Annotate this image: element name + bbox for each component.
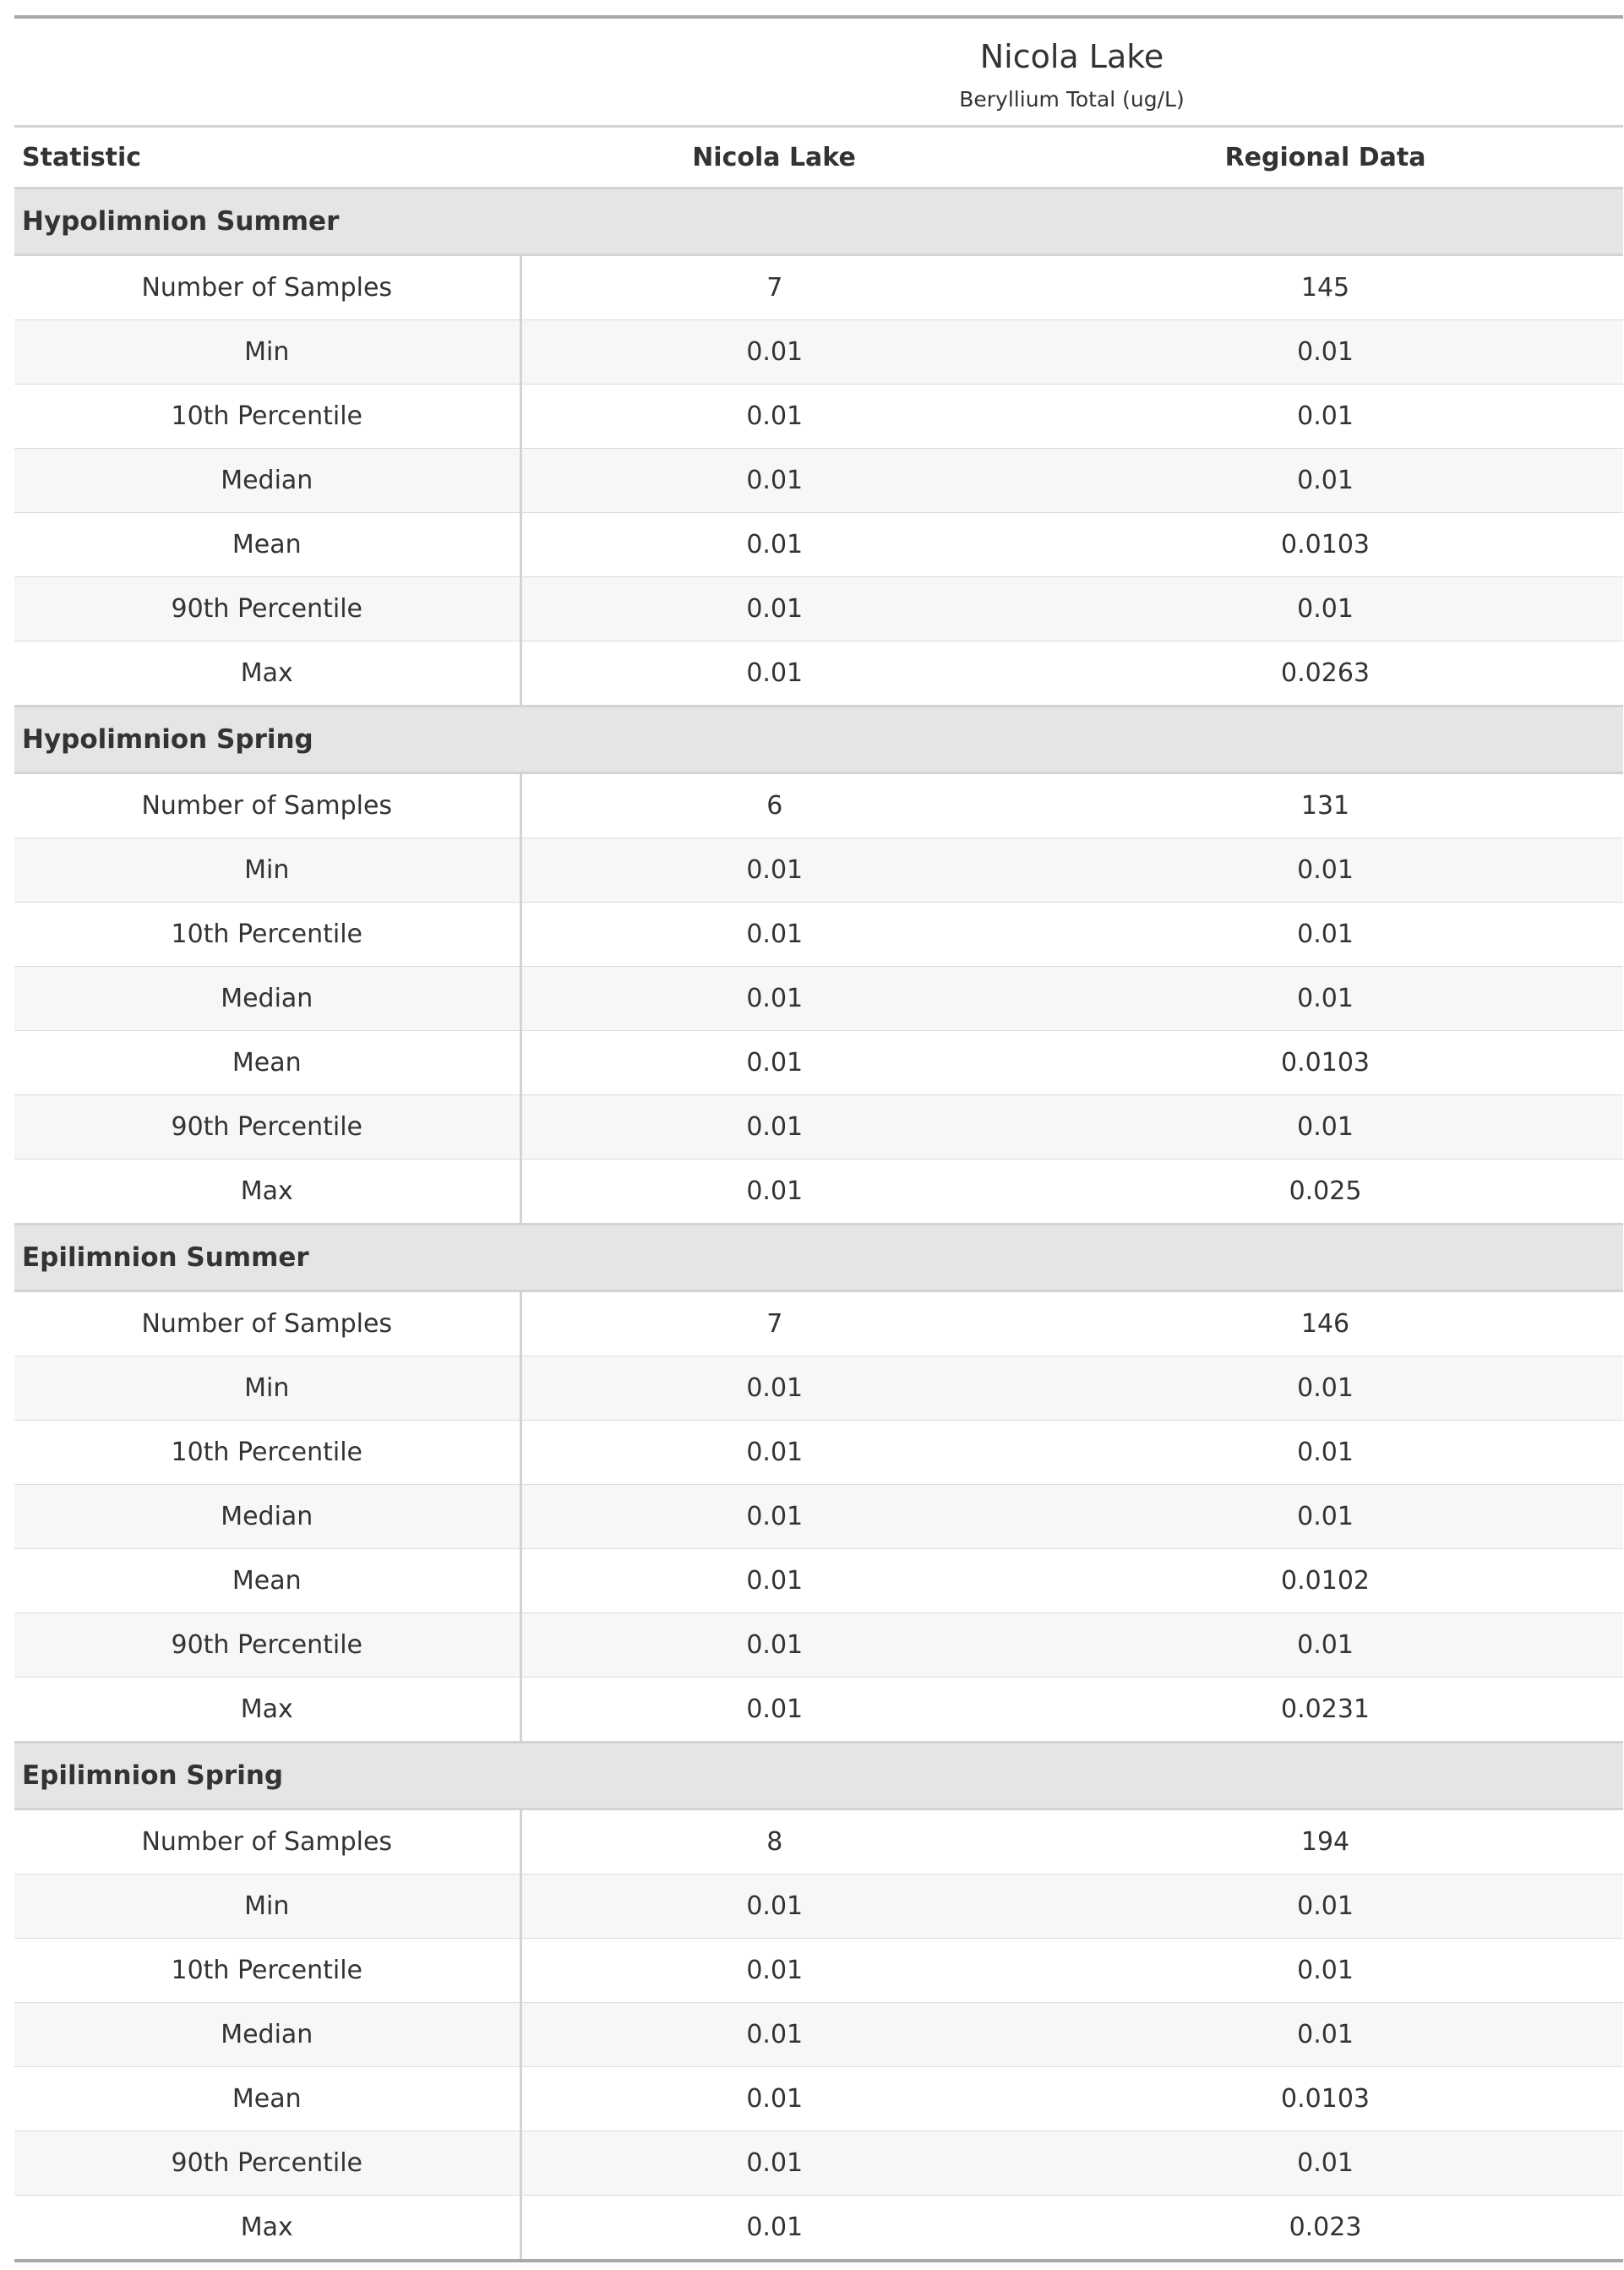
- table-row: [14, 1160, 1623, 1225]
- regional-value-cell: 0.01: [1027, 967, 1623, 1031]
- lake-value-cell: 0.01: [520, 1678, 1027, 1743]
- group-epilimnion-spring: [14, 1743, 1623, 2262]
- table-row: [14, 1874, 1623, 1939]
- table-row: [14, 513, 1623, 577]
- lake-value-cell: 0.01: [520, 1160, 1027, 1225]
- statistic-cell: Max: [14, 2196, 520, 2262]
- group-epilimnion-summer: [14, 1225, 1623, 1743]
- statistic-cell: 90th Percentile: [14, 2131, 520, 2196]
- statistic-cell: Max: [14, 1678, 520, 1743]
- lake-value-cell: 0.01: [520, 577, 1027, 641]
- table-row: [14, 2131, 1623, 2196]
- regional-value-cell: 145: [1027, 255, 1623, 320]
- lake-value-cell: 0.01: [520, 1095, 1027, 1160]
- table-header: [14, 17, 1623, 188]
- table-row: [14, 1613, 1623, 1678]
- table-row: [14, 320, 1623, 385]
- statistic-cell: 10th Percentile: [14, 1421, 520, 1485]
- column-header-row: [14, 127, 1623, 188]
- statistic-cell: Median: [14, 967, 520, 1031]
- lake-value-cell: 0.01: [520, 1356, 1027, 1421]
- regional-value-cell: 0.01: [1027, 1874, 1623, 1939]
- lake-value-cell: 0.01: [520, 2003, 1027, 2067]
- statistic-cell: 10th Percentile: [14, 903, 520, 967]
- table-row: [14, 449, 1623, 513]
- lake-value-cell: 6: [520, 773, 1027, 838]
- statistic-cell: Mean: [14, 1549, 520, 1613]
- regional-value-cell: 0.0263: [1027, 641, 1623, 707]
- statistic-cell: Mean: [14, 2067, 520, 2131]
- regional-value-cell: 0.01: [1027, 385, 1623, 449]
- statistic-cell: 10th Percentile: [14, 1939, 520, 2003]
- regional-value-cell: 194: [1027, 1809, 1623, 1874]
- regional-value-cell: 0.01: [1027, 320, 1623, 385]
- statistic-cell: Number of Samples: [14, 1809, 520, 1874]
- group-label: Epilimnion Spring: [14, 1743, 1623, 1809]
- regional-value-cell: 0.0103: [1027, 2067, 1623, 2131]
- lake-value-cell: 0.01: [520, 1874, 1027, 1939]
- group-header-row: [14, 707, 1623, 773]
- table-row: [14, 255, 1623, 320]
- regional-value-cell: 0.025: [1027, 1160, 1623, 1225]
- regional-value-cell: 0.0231: [1027, 1678, 1623, 1743]
- statistics-table: [14, 15, 1623, 2262]
- regional-value-cell: 0.01: [1027, 449, 1623, 513]
- statistic-cell: Mean: [14, 1031, 520, 1095]
- regional-value-cell: 0.01: [1027, 1095, 1623, 1160]
- lake-value-cell: 7: [520, 255, 1027, 320]
- regional-value-cell: 0.01: [1027, 838, 1623, 903]
- statistic-cell: 90th Percentile: [14, 577, 520, 641]
- statistic-cell: Mean: [14, 513, 520, 577]
- table-row: [14, 641, 1623, 707]
- lake-value-cell: 0.01: [520, 1939, 1027, 2003]
- lake-value-cell: 0.01: [520, 641, 1027, 707]
- table-row: [14, 1809, 1623, 1874]
- statistic-cell: Number of Samples: [14, 255, 520, 320]
- regional-value-cell: 0.01: [1027, 1939, 1623, 2003]
- lake-value-cell: 0.01: [520, 838, 1027, 903]
- regional-value-cell: 0.01: [1027, 1613, 1623, 1678]
- table-title: Nicola Lake: [979, 38, 1164, 75]
- statistic-cell: Median: [14, 2003, 520, 2067]
- lake-value-cell: 0.01: [520, 2067, 1027, 2131]
- group-header-row: [14, 188, 1623, 255]
- lake-value-cell: 0.01: [520, 2131, 1027, 2196]
- table-row: [14, 1095, 1623, 1160]
- statistic-cell: Median: [14, 1485, 520, 1549]
- regional-value-cell: 0.01: [1027, 1485, 1623, 1549]
- statistic-cell: Min: [14, 1874, 520, 1939]
- lake-value-cell: 0.01: [520, 1421, 1027, 1485]
- table-row: [14, 1291, 1623, 1356]
- group-header-row: [14, 1225, 1623, 1291]
- statistic-cell: Number of Samples: [14, 773, 520, 838]
- column-header-regional: Regional Data: [1027, 127, 1623, 188]
- table-row: [14, 773, 1623, 838]
- table-row: [14, 838, 1623, 903]
- lake-value-cell: 0.01: [520, 903, 1027, 967]
- table-row: [14, 2067, 1623, 2131]
- regional-value-cell: 0.01: [1027, 2003, 1623, 2067]
- lake-value-cell: 0.01: [520, 1549, 1027, 1613]
- group-label: Hypolimnion Spring: [14, 707, 1623, 773]
- regional-value-cell: 0.01: [1027, 2131, 1623, 2196]
- column-header-statistic: Statistic: [14, 127, 520, 188]
- column-header-lake: Nicola Lake: [520, 127, 1027, 188]
- table-row: [14, 2196, 1623, 2262]
- table-row: [14, 1421, 1623, 1485]
- table-subtitle: Beryllium Total (ug/L): [959, 86, 1185, 112]
- regional-value-cell: 0.0103: [1027, 1031, 1623, 1095]
- table-row: [14, 903, 1623, 967]
- regional-value-cell: 0.0102: [1027, 1549, 1623, 1613]
- group-hypolimnion-spring: [14, 707, 1623, 1225]
- statistic-cell: Number of Samples: [14, 1291, 520, 1356]
- statistic-cell: Min: [14, 838, 520, 903]
- statistic-cell: Min: [14, 1356, 520, 1421]
- lake-value-cell: 0.01: [520, 513, 1027, 577]
- regional-value-cell: 0.0103: [1027, 513, 1623, 577]
- lake-value-cell: 7: [520, 1291, 1027, 1356]
- lake-value-cell: 0.01: [520, 449, 1027, 513]
- lake-value-cell: 0.01: [520, 385, 1027, 449]
- lake-value-cell: 0.01: [520, 320, 1027, 385]
- regional-value-cell: 0.01: [1027, 1356, 1623, 1421]
- statistic-cell: Max: [14, 641, 520, 707]
- statistic-cell: 90th Percentile: [14, 1095, 520, 1160]
- lake-value-cell: 8: [520, 1809, 1027, 1874]
- statistic-cell: Min: [14, 320, 520, 385]
- group-label: Hypolimnion Summer: [14, 188, 1623, 255]
- table-row: [14, 1031, 1623, 1095]
- group-hypolimnion-summer: [14, 188, 1623, 707]
- regional-value-cell: 0.01: [1027, 1421, 1623, 1485]
- statistic-cell: Max: [14, 1160, 520, 1225]
- table-row: [14, 1485, 1623, 1549]
- lake-value-cell: 0.01: [520, 2196, 1027, 2262]
- statistic-cell: 10th Percentile: [14, 385, 520, 449]
- table-row: [14, 2003, 1623, 2067]
- statistic-cell: 90th Percentile: [14, 1613, 520, 1678]
- table-row: [14, 577, 1623, 641]
- lake-value-cell: 0.01: [520, 1485, 1027, 1549]
- lake-value-cell: 0.01: [520, 1613, 1027, 1678]
- lake-value-cell: 0.01: [520, 967, 1027, 1031]
- statistic-cell: Median: [14, 449, 520, 513]
- lake-value-cell: 0.01: [520, 1031, 1027, 1095]
- table-row: [14, 967, 1623, 1031]
- statistics-table-container: [14, 15, 1623, 2262]
- regional-value-cell: 0.023: [1027, 2196, 1623, 2262]
- group-label: Epilimnion Summer: [14, 1225, 1623, 1291]
- table-row: [14, 1678, 1623, 1743]
- group-header-row: [14, 1743, 1623, 1809]
- regional-value-cell: 146: [1027, 1291, 1623, 1356]
- table-row: [14, 385, 1623, 449]
- table-row: [14, 1939, 1623, 2003]
- regional-value-cell: 0.01: [1027, 577, 1623, 641]
- regional-value-cell: 0.01: [1027, 903, 1623, 967]
- table-row: [14, 1356, 1623, 1421]
- regional-value-cell: 131: [1027, 773, 1623, 838]
- table-row: [14, 1549, 1623, 1613]
